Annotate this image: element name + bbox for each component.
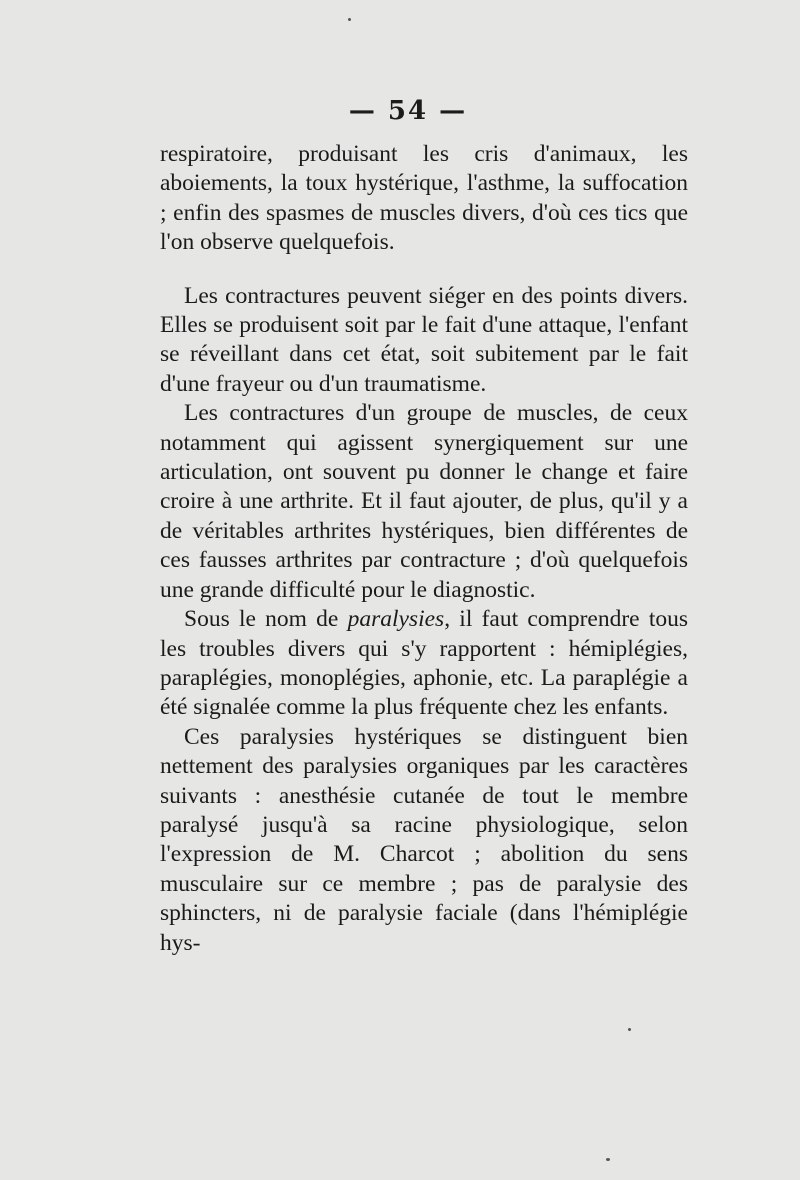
paragraph-contractures-sites: Les contractures peuvent siéger en des points divers. Elles se produisent soit par le fait d'une attaque, l'enfant se réveillant dans cet état, soit subitement par le fait d'une frayeur ou d'un traumatisme. bbox=[160, 282, 688, 397]
paragraph-contractures-arthritis: Les contractures d'un groupe de muscles, de ceux notamment qui agissent synergiquement sur une articulation, ont souvent pu donner le change et faire croire à une arthrite. Et il faut ajouter, de plus, qu'il y a de véritables arthrites hystériques, bien différentes de ces fausses arthrites par contracture ; d'où quelquefois une grande difficulté pour le diagnostic. bbox=[160, 400, 688, 603]
paper-speck bbox=[606, 1158, 610, 1161]
paragraph-paralysies-characters: Ces paralysies hystériques se distinguent bien nettement des paralysies organiques par les caractères suivants : anesthésie cutanée de tout le membre paralysé jusqu'à sa racine physiologique, selon l'expression de M. Charcot ; abolition du sens musculaire sur ce membre ; pas de paralysie des sphincters, ni de paralysie faciale (dans l'hémiplégie hys- bbox=[160, 723, 688, 956]
paralysies-rest-text: , il faut comprendre tous les troubles divers qui s'y rapportent : hémiplégies, paraplégies, monoplégies, aphonie, etc. La paraplégie a été signalée comme la plus fréquente chez les enfants. bbox=[160, 606, 688, 721]
paper-speck bbox=[348, 18, 351, 21]
body-text bbox=[160, 140, 688, 958]
paralysies-emphasis: paralysies bbox=[347, 606, 445, 633]
paralysies-lead-text: Sous le nom de bbox=[184, 606, 348, 633]
paragraph-continuation: respiratoire, produisant les cris d'animaux, les aboiements, la toux hystérique, l'asthme, la suffocation ; enfin des spasmes de muscles divers, d'où ces tics que l'on observe quelquefois. bbox=[160, 141, 688, 256]
page-number: — 54 — bbox=[348, 96, 468, 126]
paragraph-paralysies bbox=[160, 605, 688, 723]
paper-speck bbox=[628, 1028, 631, 1031]
